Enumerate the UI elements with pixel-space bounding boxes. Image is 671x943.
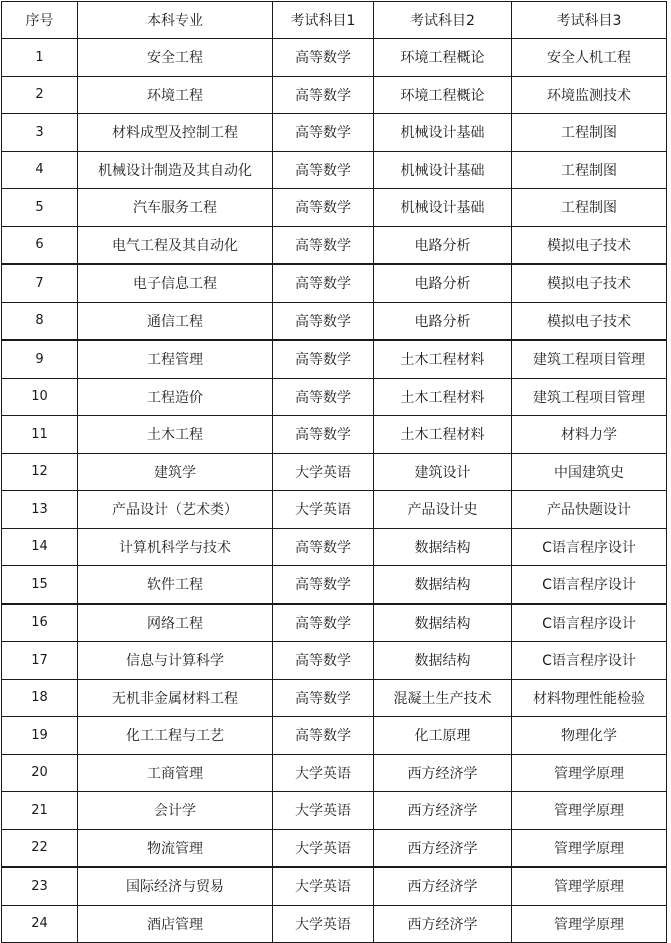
table-row xyxy=(2,829,667,867)
table-row xyxy=(2,754,667,792)
cell-subject-3: 产品快题设计 xyxy=(512,491,667,529)
cell-subject-1: 大学英语 xyxy=(273,792,374,830)
cell-subject-1: 高等数学 xyxy=(273,416,374,454)
cell-subject-1: 高等数学 xyxy=(273,604,374,642)
cell-subject-3: 管理学原理 xyxy=(512,867,667,905)
cell-major: 安全工程 xyxy=(78,39,273,77)
cell-subject-2: 土木工程材料 xyxy=(374,378,512,416)
cell-subject-2: 西方经济学 xyxy=(374,829,512,867)
table-row xyxy=(2,151,667,189)
cell-subject-1: 高等数学 xyxy=(273,528,374,566)
table-row xyxy=(2,566,667,604)
table-row xyxy=(2,416,667,454)
cell-subject-1: 高等数学 xyxy=(273,39,374,77)
table-row xyxy=(2,717,667,755)
cell-index: 23 xyxy=(2,867,78,905)
cell-major: 土木工程 xyxy=(78,416,273,454)
cell-subject-3: 管理学原理 xyxy=(512,905,667,943)
table-row xyxy=(2,378,667,416)
cell-index: 9 xyxy=(2,340,78,378)
cell-index: 11 xyxy=(2,416,78,454)
cell-index: 16 xyxy=(2,604,78,642)
cell-subject-3: 材料物理性能检验 xyxy=(512,679,667,717)
cell-subject-2: 建筑设计 xyxy=(374,453,512,491)
table-row xyxy=(2,604,667,642)
cell-subject-3: 管理学原理 xyxy=(512,792,667,830)
cell-subject-1: 高等数学 xyxy=(273,642,374,680)
cell-subject-3: 建筑工程项目管理 xyxy=(512,378,667,416)
cell-subject-2: 数据结构 xyxy=(374,604,512,642)
cell-index: 10 xyxy=(2,378,78,416)
cell-subject-3: 模拟电子技术 xyxy=(512,226,667,264)
cell-subject-1: 高等数学 xyxy=(273,264,374,302)
cell-major: 网络工程 xyxy=(78,604,273,642)
cell-major: 无机非金属材料工程 xyxy=(78,679,273,717)
cell-subject-3: C语言程序设计 xyxy=(512,566,667,604)
cell-index: 19 xyxy=(2,717,78,755)
cell-major: 计算机科学与技术 xyxy=(78,528,273,566)
table-row xyxy=(2,642,667,680)
cell-subject-2: 西方经济学 xyxy=(374,792,512,830)
header-index: 序号 xyxy=(2,2,78,39)
cell-index: 5 xyxy=(2,189,78,227)
cell-subject-2: 机械设计基础 xyxy=(374,189,512,227)
cell-major: 通信工程 xyxy=(78,302,273,340)
cell-subject-2: 环境工程概论 xyxy=(374,39,512,77)
cell-subject-2: 电路分析 xyxy=(374,226,512,264)
cell-subject-2: 西方经济学 xyxy=(374,905,512,943)
table-row xyxy=(2,302,667,340)
exam-subjects-table xyxy=(1,1,667,943)
cell-subject-3: 物理化学 xyxy=(512,717,667,755)
cell-subject-2: 环境工程概论 xyxy=(374,76,512,114)
cell-subject-1: 大学英语 xyxy=(273,905,374,943)
cell-index: 14 xyxy=(2,528,78,566)
cell-subject-2: 数据结构 xyxy=(374,642,512,680)
cell-index: 2 xyxy=(2,76,78,114)
cell-subject-1: 高等数学 xyxy=(273,114,374,152)
cell-subject-1: 高等数学 xyxy=(273,679,374,717)
cell-subject-1: 大学英语 xyxy=(273,867,374,905)
cell-subject-3: 工程制图 xyxy=(512,189,667,227)
cell-major: 物流管理 xyxy=(78,829,273,867)
cell-major: 工程管理 xyxy=(78,340,273,378)
cell-subject-1: 高等数学 xyxy=(273,566,374,604)
cell-subject-3: C语言程序设计 xyxy=(512,528,667,566)
cell-index: 21 xyxy=(2,792,78,830)
cell-subject-3: C语言程序设计 xyxy=(512,642,667,680)
cell-index: 4 xyxy=(2,151,78,189)
cell-major: 工商管理 xyxy=(78,754,273,792)
table-row xyxy=(2,528,667,566)
cell-major: 环境工程 xyxy=(78,76,273,114)
cell-subject-3: 环境监测技术 xyxy=(512,76,667,114)
cell-subject-3: 建筑工程项目管理 xyxy=(512,340,667,378)
cell-subject-3: 工程制图 xyxy=(512,151,667,189)
cell-subject-2: 化工原理 xyxy=(374,717,512,755)
cell-index: 7 xyxy=(2,264,78,302)
cell-subject-3: 模拟电子技术 xyxy=(512,264,667,302)
cell-major: 机械设计制造及其自动化 xyxy=(78,151,273,189)
table-row xyxy=(2,264,667,302)
cell-index: 13 xyxy=(2,491,78,529)
cell-subject-1: 高等数学 xyxy=(273,226,374,264)
cell-subject-1: 大学英语 xyxy=(273,453,374,491)
cell-subject-3: 材料力学 xyxy=(512,416,667,454)
cell-major: 汽车服务工程 xyxy=(78,189,273,227)
cell-subject-3: 管理学原理 xyxy=(512,829,667,867)
cell-subject-1: 高等数学 xyxy=(273,76,374,114)
cell-major: 电子信息工程 xyxy=(78,264,273,302)
table-row xyxy=(2,76,667,114)
header-subject-1: 考试科目1 xyxy=(273,2,374,39)
table-row xyxy=(2,491,667,529)
cell-subject-2: 西方经济学 xyxy=(374,754,512,792)
cell-major: 信息与计算科学 xyxy=(78,642,273,680)
table-row xyxy=(2,189,667,227)
cell-subject-2: 电路分析 xyxy=(374,302,512,340)
cell-subject-2: 数据结构 xyxy=(374,528,512,566)
cell-major: 国际经济与贸易 xyxy=(78,867,273,905)
table-row xyxy=(2,792,667,830)
cell-major: 工程造价 xyxy=(78,378,273,416)
cell-subject-1: 高等数学 xyxy=(273,717,374,755)
cell-index: 12 xyxy=(2,453,78,491)
cell-major: 产品设计（艺术类） xyxy=(78,491,273,529)
table-row xyxy=(2,39,667,77)
cell-major: 会计学 xyxy=(78,792,273,830)
table-row xyxy=(2,679,667,717)
table-row xyxy=(2,905,667,943)
cell-subject-3: 模拟电子技术 xyxy=(512,302,667,340)
header-subject-3: 考试科目3 xyxy=(512,2,667,39)
cell-index: 24 xyxy=(2,905,78,943)
header-major: 本科专业 xyxy=(78,2,273,39)
cell-major: 软件工程 xyxy=(78,566,273,604)
cell-index: 20 xyxy=(2,754,78,792)
cell-index: 18 xyxy=(2,679,78,717)
cell-subject-2: 产品设计史 xyxy=(374,491,512,529)
cell-subject-1: 高等数学 xyxy=(273,189,374,227)
cell-index: 15 xyxy=(2,566,78,604)
cell-major: 化工工程与工艺 xyxy=(78,717,273,755)
cell-index: 3 xyxy=(2,114,78,152)
cell-subject-1: 大学英语 xyxy=(273,491,374,529)
cell-subject-1: 大学英语 xyxy=(273,754,374,792)
cell-major: 建筑学 xyxy=(78,453,273,491)
cell-index: 17 xyxy=(2,642,78,680)
cell-index: 1 xyxy=(2,39,78,77)
cell-index: 22 xyxy=(2,829,78,867)
table-header-row xyxy=(2,2,667,39)
cell-subject-2: 土木工程材料 xyxy=(374,340,512,378)
table-row xyxy=(2,453,667,491)
cell-index: 8 xyxy=(2,302,78,340)
cell-subject-2: 数据结构 xyxy=(374,566,512,604)
cell-subject-1: 高等数学 xyxy=(273,302,374,340)
table-row xyxy=(2,340,667,378)
cell-subject-3: C语言程序设计 xyxy=(512,604,667,642)
cell-major: 酒店管理 xyxy=(78,905,273,943)
table-body xyxy=(2,39,667,943)
cell-subject-1: 高等数学 xyxy=(273,378,374,416)
cell-subject-3: 中国建筑史 xyxy=(512,453,667,491)
table-row xyxy=(2,867,667,905)
cell-subject-3: 安全人机工程 xyxy=(512,39,667,77)
cell-subject-2: 电路分析 xyxy=(374,264,512,302)
cell-major: 材料成型及控制工程 xyxy=(78,114,273,152)
cell-subject-3: 管理学原理 xyxy=(512,754,667,792)
cell-subject-1: 高等数学 xyxy=(273,340,374,378)
header-subject-2: 考试科目2 xyxy=(374,2,512,39)
cell-subject-1: 高等数学 xyxy=(273,151,374,189)
cell-major: 电气工程及其自动化 xyxy=(78,226,273,264)
cell-subject-2: 土木工程材料 xyxy=(374,416,512,454)
cell-subject-2: 机械设计基础 xyxy=(374,151,512,189)
cell-subject-2: 西方经济学 xyxy=(374,867,512,905)
table-row xyxy=(2,226,667,264)
table-row xyxy=(2,114,667,152)
cell-subject-2: 机械设计基础 xyxy=(374,114,512,152)
cell-subject-1: 大学英语 xyxy=(273,829,374,867)
cell-subject-2: 混凝土生产技术 xyxy=(374,679,512,717)
cell-index: 6 xyxy=(2,226,78,264)
cell-subject-3: 工程制图 xyxy=(512,114,667,152)
